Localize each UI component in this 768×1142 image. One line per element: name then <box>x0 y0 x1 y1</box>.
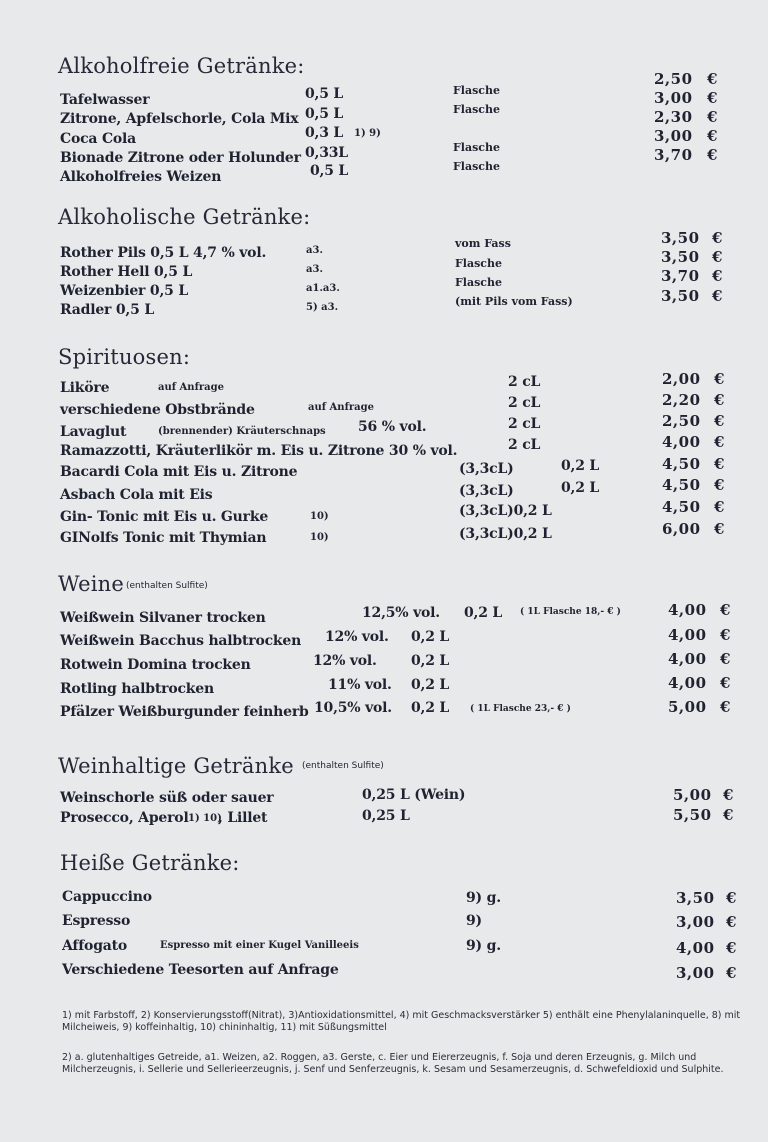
item-size: (3,3cL)0,2 L <box>459 503 552 519</box>
item-name: Weinschorle süß oder sauer <box>60 790 274 806</box>
item-price: 4,00 <box>668 626 707 644</box>
item-extra: auf Anfrage <box>158 382 224 393</box>
item-name: Weizenbier 0,5 L <box>60 283 188 299</box>
item-extra: Espresso mit einer Kugel Vanilleeis <box>160 940 359 951</box>
item-volume: 0,3 L <box>305 125 344 141</box>
item-bottle-note: ( 1L Flasche 18,- € ) <box>520 607 621 617</box>
euro-sign: € <box>707 70 718 88</box>
item-footnote-ref: 1) 10) <box>188 813 222 824</box>
item-container: (mit Pils vom Fass) <box>455 295 573 308</box>
item-volume: 0,5 L <box>305 106 344 122</box>
euro-sign: € <box>707 89 718 107</box>
item-name: Bacardi Cola mit Eis u. Zitrone <box>60 464 298 480</box>
item-abv: 12% vol. <box>325 629 389 645</box>
euro-sign: € <box>712 229 723 247</box>
item-size: (3,3cL)0,2 L <box>459 526 552 542</box>
item-price: 3,70 <box>654 146 693 164</box>
footnote-allergens: 2) a. glutenhaltiges Getreide, a1. Weizen, a2. Roggen, a3. Gerste, c. Eier und Eiererzeugnis, f. Soja und deren Erzeugnis, g. Milch und Milcherzeugnis, i. Sellerie und Sellerieerzeugnis, j. Senf und Senferzeugnis, k. Sesam und Sesamerzeugnis, d. Schwefeldioxid und Sulphite. <box>62 1052 724 1075</box>
euro-sign: € <box>707 146 718 164</box>
item-abv: 11% vol. <box>328 677 392 693</box>
item-name: Tafelwasser <box>60 92 150 108</box>
euro-sign: € <box>720 626 731 644</box>
item-price: 4,00 <box>668 650 707 668</box>
euro-sign: € <box>714 433 725 451</box>
euro-sign: € <box>714 455 725 473</box>
item-price: 6,00 <box>662 520 701 538</box>
item-abv: 10,5% vol. <box>314 700 392 716</box>
euro-sign: € <box>714 370 725 388</box>
item-size: (3,3cL) <box>459 483 514 499</box>
item-price: 3,00 <box>654 127 693 145</box>
item-code: 9) g. <box>466 938 501 954</box>
item-container: Flasche <box>453 141 501 154</box>
item-name: Liköre <box>60 380 110 396</box>
euro-sign: € <box>714 520 725 538</box>
item-extra: (brennender) Kräuterschnaps <box>158 426 326 437</box>
item-size-secondary: 0,2 L <box>561 480 600 496</box>
euro-sign: € <box>707 108 718 126</box>
item-name: Cappuccino <box>62 889 152 905</box>
item-size: 0,2 L <box>411 700 450 716</box>
euro-sign: € <box>726 913 737 931</box>
item-price: 3,00 <box>654 89 693 107</box>
item-price: 5,50 <box>673 806 712 824</box>
item-name: Prosecco, Aperol <box>60 810 189 826</box>
item-size: 2 cL <box>508 395 541 411</box>
section-heading-weinhaltig: Weinhaltige Getränke <box>58 754 294 778</box>
euro-sign: € <box>714 391 725 409</box>
euro-sign: € <box>726 889 737 907</box>
item-name: Asbach Cola mit Eis <box>60 487 213 503</box>
item-name: Radler 0,5 L <box>60 302 154 318</box>
item-price: 2,00 <box>662 370 701 388</box>
item-name: Ramazzotti, Kräuterlikör m. Eis u. Zitrone 30 % vol. <box>60 443 458 459</box>
item-name: Pfälzer Weißburgunder feinherb <box>60 704 309 720</box>
item-extra: auf Anfrage <box>308 402 374 413</box>
item-allergen-ref: a3. <box>306 245 323 256</box>
euro-sign: € <box>712 248 723 266</box>
item-bottle-note: ( 1L Flasche 23,- € ) <box>470 704 571 714</box>
item-name: Rotwein Domina trocken <box>60 657 251 673</box>
item-size: 0,25 L (Wein) <box>362 787 466 803</box>
item-size: 2 cL <box>508 437 541 453</box>
euro-sign: € <box>723 786 734 804</box>
item-price: 4,00 <box>668 601 707 619</box>
item-price: 2,20 <box>662 391 701 409</box>
item-price: 3,50 <box>661 229 700 247</box>
item-footnote-ref: 10) <box>310 532 329 543</box>
euro-sign: € <box>707 127 718 145</box>
item-price: 4,50 <box>662 498 701 516</box>
item-price: 4,00 <box>662 433 701 451</box>
item-size: 0,2 L <box>411 677 450 693</box>
item-footnote-ref: 1) 9) <box>354 128 381 139</box>
item-container: Flasche <box>453 160 501 173</box>
item-container: Flasche <box>455 276 503 289</box>
euro-sign: € <box>723 806 734 824</box>
item-size: 2 cL <box>508 374 541 390</box>
euro-sign: € <box>726 939 737 957</box>
item-code: 9) g. <box>466 890 501 906</box>
item-name: Alkoholfreies Weizen <box>60 169 222 185</box>
item-price: 5,00 <box>673 786 712 804</box>
section-heading-spirituosen: Spirituosen: <box>58 345 191 369</box>
item-price: 2,30 <box>654 108 693 126</box>
item-name: Rother Pils 0,5 L 4,7 % vol. <box>60 245 267 261</box>
item-name: verschiedene Obstbrände <box>60 402 255 418</box>
item-price: 4,50 <box>662 476 701 494</box>
item-name: Rother Hell 0,5 L <box>60 264 193 280</box>
item-abv: 12,5% vol. <box>362 605 440 621</box>
item-footnote-ref: 10) <box>310 511 329 522</box>
item-price: 3,00 <box>676 913 715 931</box>
item-volume: 0,5 L <box>310 163 349 179</box>
item-code: 9) <box>466 913 482 929</box>
euro-sign: € <box>714 412 725 430</box>
item-name: Gin- Tonic mit Eis u. Gurke <box>60 509 269 525</box>
item-allergen-ref: 5) a3. <box>306 302 339 313</box>
item-name: Weißwein Bacchus halbtrocken <box>60 633 302 649</box>
item-container: vom Fass <box>455 237 511 250</box>
euro-sign: € <box>714 498 725 516</box>
item-price: 2,50 <box>662 412 701 430</box>
item-price: 3,50 <box>661 248 700 266</box>
item-price: 2,50 <box>654 70 693 88</box>
section-heading-note: (enthalten Sulfite) <box>126 581 208 591</box>
item-container: Flasche <box>453 84 501 97</box>
euro-sign: € <box>712 267 723 285</box>
item-size: (3,3cL) <box>459 461 514 477</box>
section-heading-alkoholfrei: Alkoholfreie Getränke: <box>58 54 305 78</box>
item-size: 0,2 L <box>411 629 450 645</box>
item-name: Coca Cola <box>60 131 137 147</box>
item-name: Lavaglut <box>60 424 127 440</box>
item-container: Flasche <box>455 257 503 270</box>
euro-sign: € <box>712 287 723 305</box>
section-heading-weine: Weine <box>58 572 124 596</box>
item-price: 5,00 <box>668 698 707 716</box>
item-price: 3,50 <box>676 889 715 907</box>
item-name: Verschiedene Teesorten auf Anfrage <box>62 962 339 978</box>
item-name-tail: , Lillet <box>218 810 268 826</box>
item-name: Espresso <box>62 913 131 929</box>
item-abv: 56 % vol. <box>358 419 427 435</box>
item-allergen-ref: a3. <box>306 264 323 275</box>
item-volume: 0,5 L <box>305 86 344 102</box>
item-size-secondary: 0,2 L <box>561 458 600 474</box>
footnote-additives: 1) mit Farbstoff, 2) Konservierungsstoff(Nitrat), 3)Antioxidationsmittel, 4) mit Geschmacksverstärker 5) enthält eine Phenylalaninquelle, 8) mit Milcheiweis, 9) koffeinhaltig, 10) chininhaltig, 11) mit Süßungsmittel <box>62 1010 741 1033</box>
item-abv: 12% vol. <box>313 653 377 669</box>
item-size: 0,2 L <box>411 653 450 669</box>
item-name: Rotling halbtrocken <box>60 681 214 697</box>
euro-sign: € <box>720 674 731 692</box>
item-price: 4,00 <box>676 939 715 957</box>
section-heading-alkoholisch: Alkoholische Getränke: <box>58 205 311 229</box>
item-name: Zitrone, Apfelschorle, Cola Mix <box>60 111 299 127</box>
euro-sign: € <box>720 650 731 668</box>
item-name: Bionade Zitrone oder Holunder <box>60 150 301 166</box>
euro-sign: € <box>726 964 737 982</box>
item-name: Affogato <box>62 938 128 954</box>
section-heading-note: (enthalten Sulfite) <box>302 761 384 771</box>
item-volume: 0,33L <box>305 145 348 161</box>
item-allergen-ref: a1.a3. <box>306 283 340 294</box>
item-price: 4,00 <box>668 674 707 692</box>
euro-sign: € <box>714 476 725 494</box>
item-price: 3,70 <box>661 267 700 285</box>
item-size: 0,2 L <box>464 605 503 621</box>
item-size: 0,25 L <box>362 808 410 824</box>
item-name: Weißwein Silvaner trocken <box>60 610 266 626</box>
item-size: 2 cL <box>508 416 541 432</box>
item-price: 3,50 <box>661 287 700 305</box>
euro-sign: € <box>720 601 731 619</box>
item-price: 3,00 <box>676 964 715 982</box>
item-container: Flasche <box>453 103 501 116</box>
item-price: 4,50 <box>662 455 701 473</box>
euro-sign: € <box>720 698 731 716</box>
section-heading-heisse: Heiße Getränke: <box>60 851 240 875</box>
item-name: GINolfs Tonic mit Thymian <box>60 530 267 546</box>
